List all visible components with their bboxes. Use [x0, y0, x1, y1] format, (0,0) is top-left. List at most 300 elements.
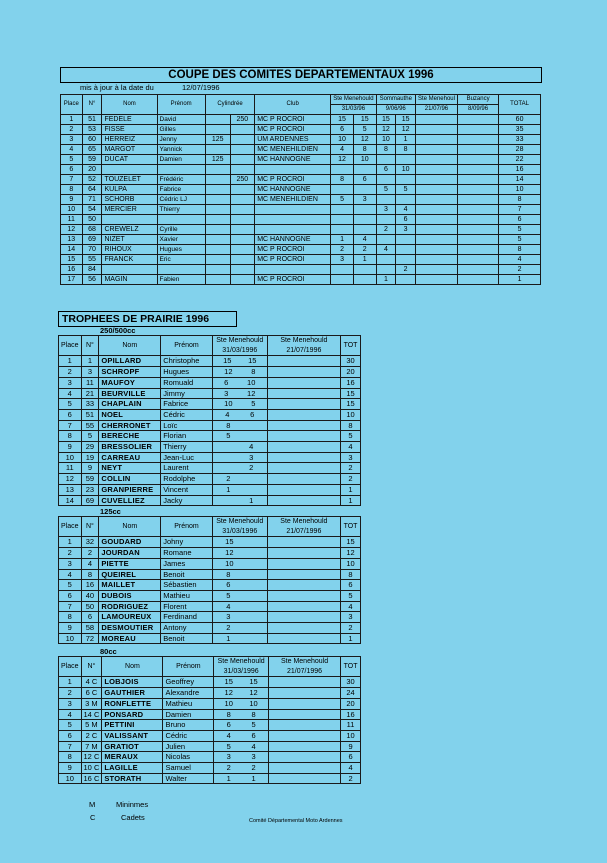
cell-num: 19 [81, 452, 99, 463]
cell-tot: 1 [341, 495, 361, 506]
cell-score-1b: 4 [353, 235, 376, 245]
cell-num: 58 [81, 623, 99, 634]
cell-score-2 [267, 580, 340, 591]
cell-prenom: Nicolas [163, 752, 214, 763]
cell-prenom: Frédéric [157, 175, 205, 185]
cell-place: 5 [61, 155, 83, 165]
cell-score-1b [353, 185, 376, 195]
score-pair [216, 688, 266, 698]
table-row [59, 548, 361, 559]
cell-score-2 [267, 463, 340, 474]
score-pair [216, 731, 266, 741]
cell-num: 69 [82, 235, 102, 245]
cell-place: 10 [59, 452, 82, 463]
cell-score-2 [267, 399, 340, 410]
coupe-table [60, 94, 541, 285]
cell-total: 28 [499, 145, 541, 155]
cell-score-1 [214, 709, 269, 720]
cell-num: 84 [82, 265, 102, 275]
cell-nom: GRATIOT [102, 741, 163, 752]
cell-tot: 20 [341, 698, 361, 709]
cell-score-1 [214, 688, 269, 699]
cell-num: 4 C [81, 677, 102, 688]
table-row [59, 773, 361, 784]
cell-score-2 [269, 720, 341, 731]
date-1: 31/03/1996 [212, 527, 267, 537]
cell-num: 20 [82, 165, 102, 175]
cell-score-2a [376, 155, 396, 165]
score-a: 1 [226, 633, 231, 643]
cell-cylindree-2 [230, 145, 255, 155]
score-a: 15 [225, 537, 234, 547]
cell-total: 60 [499, 115, 541, 125]
table-row [59, 463, 361, 474]
score-pair [215, 623, 265, 633]
cell-total: 14 [499, 175, 541, 185]
cell-nom: MERCIER [102, 205, 157, 215]
cell-prenom: Sébastien [161, 580, 213, 591]
category-125: 125cc [100, 507, 121, 516]
header-prenom: Prénom [157, 95, 205, 115]
date-2: 21/07/1996 [267, 346, 340, 356]
cell-score-4 [457, 115, 498, 125]
cell-num: 16 C [81, 773, 102, 784]
cell-prenom: Loïc [161, 420, 213, 431]
cell-prenom: Cédric [163, 730, 214, 741]
cell-score-1a: 5 [331, 195, 354, 205]
cell-prenom: Hugues [157, 245, 205, 255]
cell-score-1a: 12 [331, 155, 354, 165]
cell-prenom: Romuald [161, 377, 213, 388]
cell-prenom: Benoit [161, 569, 213, 580]
cell-tot: 1 [341, 633, 361, 644]
cell-score-2b: 6 [396, 215, 416, 225]
cell-club: MC P ROCROI [255, 175, 331, 185]
cell-score-4 [457, 165, 498, 175]
cell-score-2 [267, 409, 340, 420]
cell-num: 65 [82, 145, 102, 155]
cell-num: 52 [82, 175, 102, 185]
cell-place: 8 [59, 612, 82, 623]
cell-num: 1 [81, 356, 99, 367]
coupe-body [61, 115, 541, 285]
cell-club: MC P ROCROI [255, 125, 331, 135]
cell-cylindree-1 [205, 255, 230, 265]
cell-prenom: Benoit [161, 633, 213, 644]
cell-score-2 [267, 633, 340, 644]
score-a: 1 [226, 484, 231, 494]
cell-cylindree-2 [230, 265, 255, 275]
table-row [59, 709, 361, 720]
trophees-125-body [59, 537, 361, 644]
cell-score-2a [376, 265, 396, 275]
header-buzancy: Buzancy [457, 95, 498, 105]
cell-score-3 [415, 245, 457, 255]
cell-tot: 4 [341, 763, 361, 774]
cell-score-1 [214, 741, 269, 752]
cell-tot: 10 [341, 558, 361, 569]
header-tot: TOT [341, 517, 361, 537]
cell-score-1 [212, 377, 267, 388]
cell-score-1 [214, 752, 269, 763]
cell-prenom: Vincent [161, 484, 213, 495]
cell-place: 10 [59, 773, 82, 784]
cell-total: 22 [499, 155, 541, 165]
cell-club: MC P ROCROI [255, 275, 331, 285]
score-b: 2 [251, 763, 256, 773]
cell-place: 3 [59, 698, 82, 709]
cell-num: 55 [82, 255, 102, 265]
cell-tot: 2 [341, 623, 361, 634]
cell-place: 7 [59, 741, 82, 752]
cell-club: MC MENEHILDIEN [255, 195, 331, 205]
table-row [59, 763, 361, 774]
cell-cylindree-1 [205, 265, 230, 275]
cell-num: 10 C [81, 763, 102, 774]
date-3: 21/07/96 [415, 105, 457, 115]
score-a: 2 [226, 623, 231, 633]
cell-prenom: Antony [161, 623, 213, 634]
cell-prenom [157, 165, 205, 175]
header-ste-menehould: Ste Menehould [331, 95, 376, 105]
score-a: 5 [226, 431, 231, 441]
cell-tot: 15 [341, 537, 361, 548]
header-cylindree: Cylindrée [205, 95, 254, 115]
score-a: 4 [226, 730, 231, 740]
table-row [59, 474, 361, 485]
table-row [59, 442, 361, 453]
cell-score-1 [212, 356, 267, 367]
cell-cylindree-1 [205, 145, 230, 155]
header-ste-menehoul-2: Ste Menehoul [415, 95, 457, 105]
cell-score-2 [267, 569, 340, 580]
score-b: 6 [251, 730, 256, 740]
header-club: Club [255, 95, 331, 115]
cell-score-1b [353, 215, 376, 225]
cell-num: 29 [81, 442, 99, 453]
table-row [61, 245, 541, 255]
score-pair [215, 421, 265, 431]
score-b: 15 [249, 677, 258, 687]
cell-score-2 [269, 709, 341, 720]
score-pair [215, 602, 265, 612]
cell-cylindree-1 [205, 195, 230, 205]
date-2: 21/07/1996 [267, 527, 340, 537]
cell-prenom: Thierry [161, 442, 213, 453]
cell-num: 14 C [81, 709, 102, 720]
cell-cylindree-2 [230, 205, 255, 215]
cell-score-3 [415, 225, 457, 235]
cell-num: 3 [81, 367, 99, 378]
cell-cylindree-2 [230, 245, 255, 255]
cell-prenom: Julien [163, 741, 214, 752]
cell-tot: 6 [341, 752, 361, 763]
cell-score-2b [396, 195, 416, 205]
cell-score-1b: 3 [353, 195, 376, 205]
cell-tot: 3 [341, 452, 361, 463]
footer-text: Comité Départemental Moto Ardennes [249, 818, 343, 824]
score-a: 10 [224, 399, 233, 409]
cell-num: 59 [81, 474, 99, 485]
cell-score-1 [214, 730, 269, 741]
cell-place: 4 [59, 388, 82, 399]
score-pair [215, 580, 265, 590]
cell-place: 1 [59, 356, 82, 367]
cell-tot: 8 [341, 420, 361, 431]
cell-prenom: Jimmy [161, 388, 213, 399]
cell-score-1b: 2 [353, 245, 376, 255]
score-b: 12 [249, 688, 258, 698]
cell-place: 2 [59, 367, 82, 378]
cell-place: 10 [59, 633, 82, 644]
cell-tot: 2 [341, 463, 361, 474]
cell-score-1 [212, 495, 267, 506]
score-pair [216, 677, 266, 687]
cell-num: 16 [81, 580, 99, 591]
cell-prenom: Cédric LJ [157, 195, 205, 205]
table-row [59, 431, 361, 442]
cell-nom: PIETTE [99, 558, 161, 569]
cell-cylindree-2 [230, 185, 255, 195]
score-a: 1 [226, 773, 231, 783]
cell-club: MC MENEHILDIEN [255, 145, 331, 155]
score-pair [216, 742, 266, 752]
cell-num: 2 [81, 548, 99, 559]
score-b: 2 [249, 463, 254, 473]
table-row [61, 205, 541, 215]
legend-label-c: Cadets [121, 813, 145, 822]
header-nom: Nom [102, 95, 157, 115]
cell-score-1 [214, 677, 269, 688]
cell-score-2 [267, 367, 340, 378]
cell-place: 1 [59, 537, 82, 548]
cell-score-3 [415, 265, 457, 275]
cell-tot: 2 [341, 773, 361, 784]
cell-score-3 [415, 275, 457, 285]
table-row [59, 420, 361, 431]
score-pair [215, 453, 265, 463]
cell-nom: RONFLETTE [102, 698, 163, 709]
cell-nom: QUEIREL [99, 569, 161, 580]
cell-score-1b [353, 275, 376, 285]
table-row [61, 255, 541, 265]
cell-score-2b: 1 [396, 135, 416, 145]
cell-cylindree-1 [205, 175, 230, 185]
cell-nom: VALISSANT [102, 730, 163, 741]
cell-score-3 [415, 255, 457, 265]
score-b: 5 [251, 399, 256, 409]
cell-place: 13 [59, 484, 82, 495]
cell-num: 51 [81, 409, 99, 420]
cell-prenom: Samuel [163, 763, 214, 774]
cell-prenom: Gilles [157, 125, 205, 135]
header-event-2: Ste Menehould [267, 517, 340, 527]
cell-score-1a [331, 275, 354, 285]
table-row [59, 377, 361, 388]
cell-score-4 [457, 215, 498, 225]
coupe-header-row [61, 95, 541, 105]
cell-prenom [157, 265, 205, 275]
table-row [59, 720, 361, 731]
cell-score-1a: 10 [331, 135, 354, 145]
score-pair [215, 367, 265, 377]
legend-code-m: M [89, 800, 96, 809]
score-b: 8 [251, 709, 256, 719]
score-pair [215, 442, 265, 452]
cell-num: 4 [81, 558, 99, 569]
cell-num: 54 [82, 205, 102, 215]
score-pair [216, 774, 266, 784]
cell-score-1a [331, 225, 354, 235]
cell-prenom: Eric [157, 255, 205, 265]
cell-score-2 [269, 752, 341, 763]
cell-score-1a: 15 [331, 115, 354, 125]
cell-score-1 [212, 388, 267, 399]
cell-prenom: Laurent [161, 463, 213, 474]
cell-score-3 [415, 125, 457, 135]
cell-nom [102, 165, 157, 175]
cell-score-2b: 4 [396, 205, 416, 215]
cell-score-1a [331, 185, 354, 195]
cell-score-2b [396, 255, 416, 265]
cell-score-1b: 10 [353, 155, 376, 165]
cell-num: 68 [82, 225, 102, 235]
cell-score-1a: 1 [331, 235, 354, 245]
cell-prenom: Jacky [161, 495, 213, 506]
score-b: 6 [250, 409, 255, 419]
cell-tot: 11 [341, 720, 361, 731]
cell-score-4 [457, 275, 498, 285]
cell-score-1a: 8 [331, 175, 354, 185]
score-pair [215, 410, 265, 420]
cell-score-2a [376, 175, 396, 185]
cell-score-1 [212, 623, 267, 634]
header-prenom: Prénom [161, 336, 213, 356]
score-pair [215, 389, 265, 399]
cell-score-2 [269, 730, 341, 741]
score-a: 4 [225, 409, 230, 419]
cell-score-1 [212, 420, 267, 431]
cell-tot: 16 [341, 377, 361, 388]
cell-place: 7 [61, 175, 83, 185]
cell-score-2a [376, 215, 396, 225]
cell-score-1 [212, 612, 267, 623]
cell-nom: PONSARD [102, 709, 163, 720]
table-row [59, 623, 361, 634]
cell-score-2b [396, 155, 416, 165]
trophees-title: TROPHEES DE PRAIRIE 1996 [58, 311, 237, 327]
cell-score-2 [269, 688, 341, 699]
cell-prenom: Christophe [161, 356, 213, 367]
cell-num: 32 [81, 537, 99, 548]
cell-cylindree-2 [230, 125, 255, 135]
cell-prenom: James [161, 558, 213, 569]
cell-num: 50 [81, 601, 99, 612]
cell-prenom: Fabrice [161, 399, 213, 410]
cell-score-2a: 15 [376, 115, 396, 125]
cell-prenom: Romane [161, 548, 213, 559]
cell-score-4 [457, 205, 498, 215]
cell-score-3 [415, 175, 457, 185]
cell-tot: 2 [341, 474, 361, 485]
cell-cylindree-1 [205, 235, 230, 245]
cell-nom: CARREAU [99, 452, 161, 463]
cell-nom: BRESSOLIER [99, 442, 161, 453]
cell-prenom: Damien [157, 155, 205, 165]
cell-prenom: Alexandre [163, 688, 214, 699]
score-pair [215, 356, 265, 366]
header-tot: TOT [341, 336, 361, 356]
cell-cylindree-2 [230, 215, 255, 225]
cell-tot: 16 [341, 709, 361, 720]
cell-nom: SCHROPF [99, 367, 161, 378]
cell-tot: 10 [341, 730, 361, 741]
cell-num: 33 [81, 399, 99, 410]
cell-num: 7 M [81, 741, 102, 752]
cell-prenom: Hugues [161, 367, 213, 378]
score-a: 10 [224, 698, 233, 708]
trophees-125-table [58, 516, 361, 644]
table-row [61, 235, 541, 245]
header-tot: TOT [341, 657, 361, 677]
score-b: 3 [251, 752, 256, 762]
score-pair [215, 378, 265, 388]
cell-club: MC P ROCROI [255, 255, 331, 265]
table-row [59, 558, 361, 569]
cell-score-1b: 15 [353, 115, 376, 125]
score-pair [216, 699, 266, 709]
header-place: Place [61, 95, 83, 115]
cell-score-4 [457, 145, 498, 155]
cell-score-2 [267, 537, 340, 548]
cell-nom: DESMOUTIER [99, 623, 161, 634]
cell-score-1 [212, 548, 267, 559]
cell-nom: MARGOT [102, 145, 157, 155]
cell-nom: LAGILLE [102, 763, 163, 774]
cell-num: 9 [81, 463, 99, 474]
cell-num: 11 [81, 377, 99, 388]
cell-score-2a [376, 255, 396, 265]
cell-prenom: Bruno [163, 720, 214, 731]
cell-score-2a: 6 [376, 165, 396, 175]
score-pair [216, 710, 266, 720]
table-row [61, 215, 541, 225]
cell-num: 70 [82, 245, 102, 255]
date-1: 31/03/96 [331, 105, 376, 115]
document-title: COUPE DES COMITES DEPARTEMENTAUX 1996 [60, 67, 542, 83]
cell-place: 6 [61, 165, 83, 175]
cell-num: 69 [81, 495, 99, 506]
cell-place: 8 [61, 185, 83, 195]
update-label: mis à jour à la date du [80, 83, 154, 92]
table-row [61, 265, 541, 275]
cell-nom: JOURDAN [99, 548, 161, 559]
cell-score-2 [267, 590, 340, 601]
cell-score-4 [457, 265, 498, 275]
score-b: 1 [251, 773, 256, 783]
score-pair [215, 474, 265, 484]
cell-cylindree-2: 250 [230, 115, 255, 125]
score-a: 15 [223, 356, 232, 366]
header-nom: Nom [99, 517, 161, 537]
cell-score-4 [457, 155, 498, 165]
cell-total: 8 [499, 245, 541, 255]
score-a: 3 [226, 752, 231, 762]
cell-score-2b [396, 235, 416, 245]
cell-nom: LAMOUREUX [99, 612, 161, 623]
cell-place: 3 [59, 558, 82, 569]
table-row [59, 590, 361, 601]
